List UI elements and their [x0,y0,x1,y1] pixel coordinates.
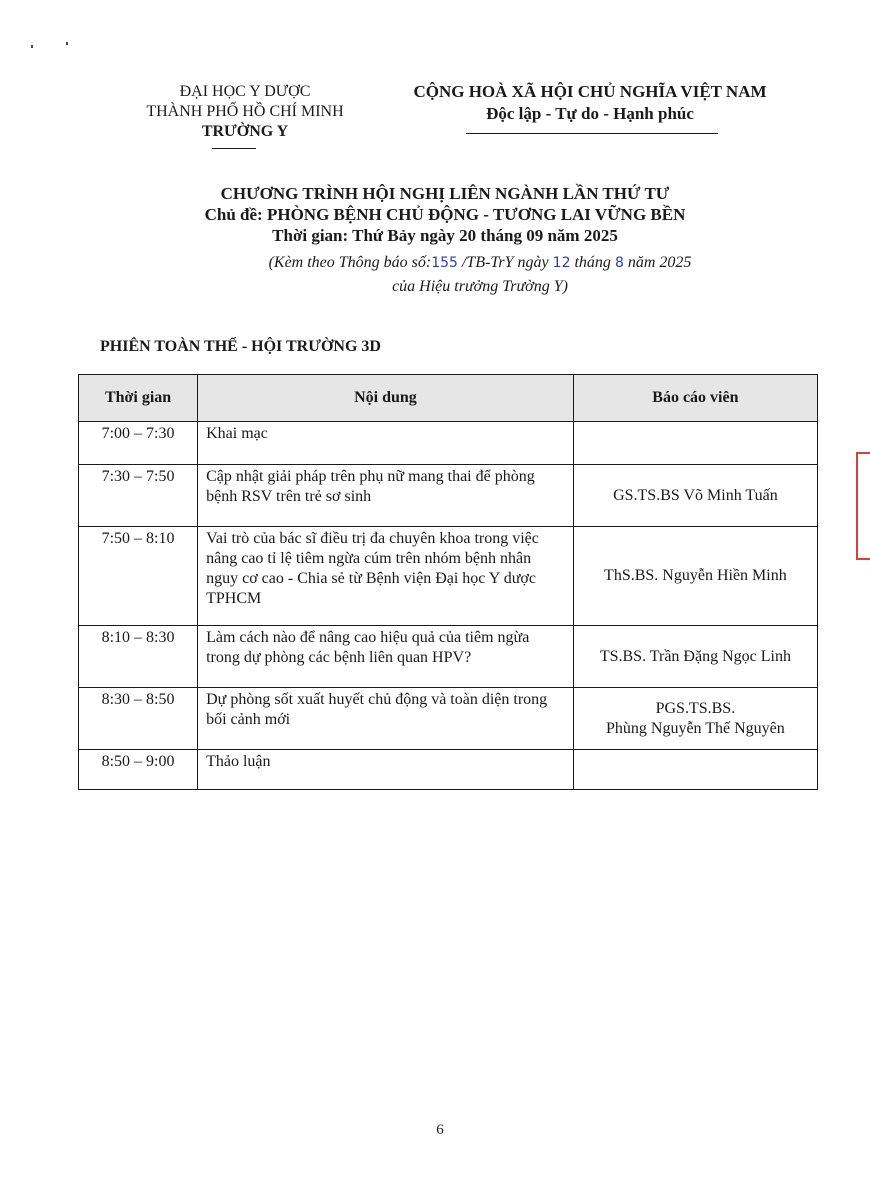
row-speaker: GS.TS.BS Võ Minh Tuấn [573,465,817,527]
ref-month: 8 [614,255,624,271]
ref-line-2: của Hiệu trưởng Trường Y) [392,278,568,295]
ref-year: năm 2025 [627,254,692,271]
ref-prefix: (Kèm theo Thông báo số: [268,254,432,271]
motto: Độc lập - Tự do - Hạnh phúc [486,104,694,123]
header-content: Nội dung [198,375,574,422]
table-row [79,422,818,465]
title-line-2: Chủ đề: PHÒNG BỆNH CHỦ ĐỘNG - TƯƠNG LAI VỮNG BỀN [204,205,686,224]
stamp-mark [856,452,870,560]
row-speaker [573,422,817,465]
title-line-1: CHƯƠNG TRÌNH HỘI NGHỊ LIÊN NGÀNH LẦN THỨ TƯ [220,184,670,203]
table-row [79,688,818,750]
ref-mid: /TB-TrY ngày [461,254,549,271]
institution-line-1: ĐẠI HỌC Y DƯỢC [179,83,311,100]
row-time: 8:30 – 8:50 [79,688,198,750]
row-time: 7:50 – 8:10 [79,527,198,626]
row-content: Làm cách nào để nâng cao hiệu quả của tiêm ngừa trong dự phòng các bệnh liên quan HPV? [198,626,574,688]
ref-day: 12 [552,255,571,271]
table-row [79,465,818,527]
header-time: Thời gian [79,375,198,422]
table-row [79,527,818,626]
schedule-table [78,374,818,790]
scan-speck [66,42,68,45]
institution-header [100,82,390,142]
row-time: 7:00 – 7:30 [79,422,198,465]
row-content: Dự phòng sốt xuất huyết chủ động và toàn diện trong bối cảnh mới [198,688,574,750]
program-title [40,183,850,246]
page-number: 6 [436,1122,444,1138]
ref-number: 155 [431,255,458,271]
row-content: Cập nhật giải pháp trên phụ nữ mang thai để phòng bệnh RSV trên trẻ sơ sinh [198,465,574,527]
institution-line-2: THÀNH PHỐ HỒ CHÍ MINH [146,103,344,120]
row-speaker-line-2: Phùng Nguyễn Thế Nguyên [605,719,785,737]
row-time: 8:50 – 9:00 [79,750,198,790]
header-speaker: Báo cáo viên [573,375,817,422]
row-content: Vai trò của bác sĩ điều trị đa chuyên khoa trong việc nâng cao tỉ lệ tiêm ngừa cúm trên nhóm bệnh nhân nguy cơ cao - Chia sẻ từ Bệnh viện Đại học Y dược TPHCM [198,527,574,626]
row-speaker: ThS.BS. Nguyễn Hiền Minh [573,527,817,626]
title-line-3: Thời gian: Thứ Bảy ngày 20 tháng 09 năm 2025 [272,226,618,245]
row-speaker [573,688,817,750]
row-time: 8:10 – 8:30 [79,626,198,688]
institution-underline [212,148,256,149]
country-name: CỘNG HOÀ XÃ HỘI CHỦ NGHĨA VIỆT NAM [413,82,767,101]
row-speaker [573,750,817,790]
table-header-row [79,375,818,422]
section-title: PHIÊN TOÀN THỂ - HỘI TRƯỜNG 3D [100,338,381,355]
table-row [79,750,818,790]
table-row [79,626,818,688]
reference-note [40,251,870,299]
row-speaker-line-1: PGS.TS.BS. [655,699,736,717]
institution-line-3: TRƯỜNG Y [201,123,289,140]
row-content: Khai mạc [198,422,574,465]
row-content: Thảo luận [198,750,574,790]
national-motto-header [390,82,790,124]
scan-speck [31,45,33,48]
motto-underline [466,133,718,134]
row-speaker: TS.BS. Trần Đặng Ngọc Linh [573,626,817,688]
row-time: 7:30 – 7:50 [79,465,198,527]
ref-month-label: tháng [574,254,611,271]
